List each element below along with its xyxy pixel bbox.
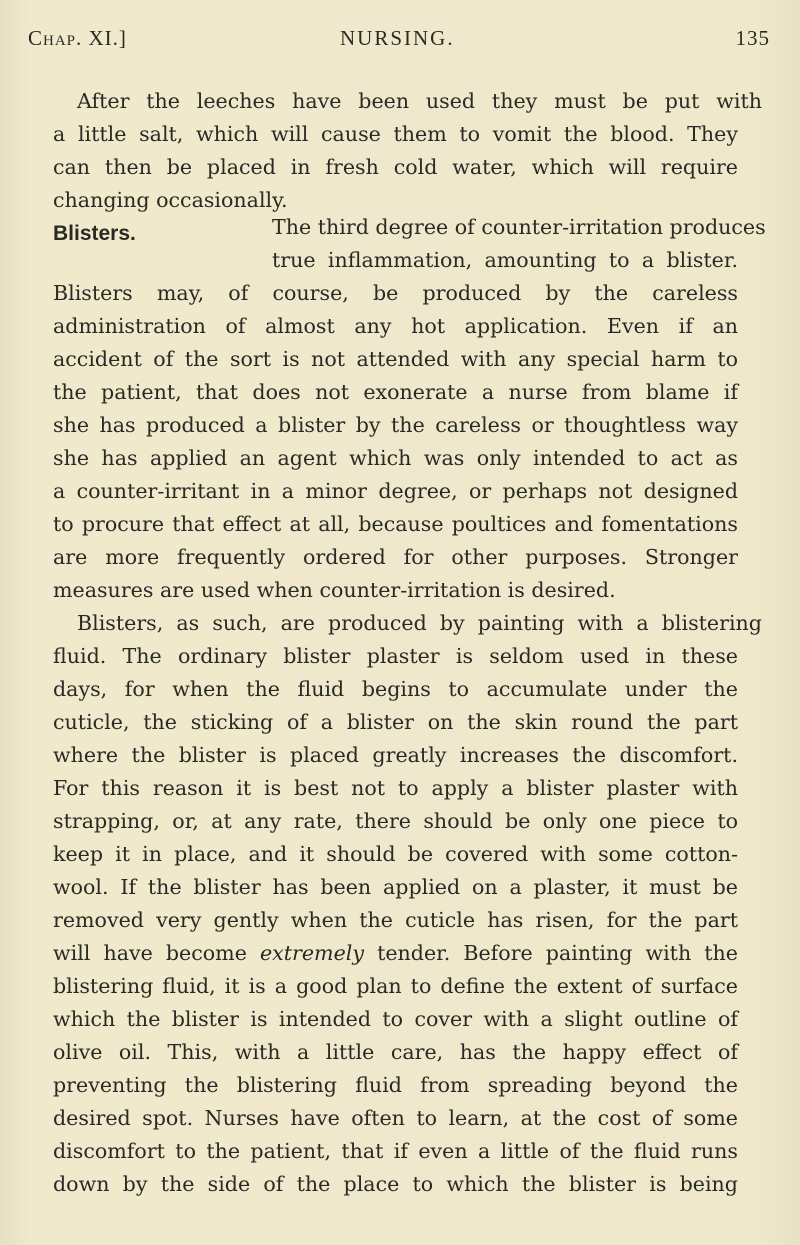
text-line: removed very gently when the cuticle has risen, for the part (53, 908, 738, 932)
text-line: Blisters may, of course, be produced by the careless (53, 281, 738, 305)
text-line-mixed (53, 938, 738, 969)
text-line: changing occasionally. (53, 188, 288, 212)
chapter-label: Chap. XI.] (28, 26, 127, 50)
emphasis-text: extremely (259, 941, 364, 965)
running-header (0, 26, 800, 66)
text-line: can then be placed in fresh cold water, which will require (53, 155, 738, 179)
text-line: desired spot. Nurses have often to learn, at the cost of some (53, 1106, 738, 1130)
text-line: fluid. The ordinary blister plaster is seldom used in these (53, 644, 738, 668)
text-run: tender. Before painting with the (377, 941, 738, 965)
page-number: 135 (735, 26, 770, 50)
text-line: days, for when the fluid begins to accumulate under the (53, 677, 738, 701)
text-line: accident of the sort is not attended with any special harm to (53, 347, 738, 371)
text-line: For this reason it is best not to apply a blister plaster with (53, 776, 738, 800)
text-line: the patient, that does not exonerate a nurse from blame if (53, 380, 738, 404)
text-line: After the leeches have been used they must be put with (77, 89, 762, 113)
text-line: she has produced a blister by the careless or thoughtless way (53, 413, 738, 437)
text-line: true inflammation, amounting to a blister. (272, 248, 738, 272)
text-line: she has applied an agent which was only intended to act as (53, 446, 738, 470)
text-line: which the blister is intended to cover with a slight outline of (53, 1007, 738, 1031)
text-line: preventing the blistering fluid from spreading beyond the (53, 1073, 738, 1097)
side-heading: Blisters. (53, 222, 136, 245)
text-line: measures are used when counter-irritation is desired. (53, 578, 616, 602)
running-title: NURSING. (340, 26, 455, 50)
text-line: blistering fluid, it is a good plan to define the extent of surface (53, 974, 738, 998)
text-line: wool. If the blister has been applied on a plaster, it must be (53, 875, 738, 899)
text-line: keep it in place, and it should be covered with some cotton- (53, 842, 738, 866)
text-line: down by the side of the place to which the blister is being (53, 1172, 738, 1196)
text-line: The third degree of counter-irritation produces (272, 215, 766, 239)
text-line: are more frequently ordered for other purposes. Stronger (53, 545, 738, 569)
text-line: discomfort to the patient, that if even a little of the fluid runs (53, 1139, 738, 1163)
text-line: Blisters, as such, are produced by painting with a blistering (77, 611, 762, 635)
text-line: cuticle, the sticking of a blister on the skin round the part (53, 710, 738, 734)
text-line: a counter-irritant in a minor degree, or perhaps not designed (53, 479, 738, 503)
text-line: to procure that effect at all, because poultices and fomentations (53, 512, 738, 536)
text-line: a little salt, which will cause them to vomit the blood. They (53, 122, 738, 146)
text-line: administration of almost any hot application. Even if an (53, 314, 738, 338)
text-line: strapping, or, at any rate, there should be only one piece to (53, 809, 738, 833)
text-run: will have become (53, 941, 247, 965)
text-line: where the blister is placed greatly increases the discomfort. (53, 743, 738, 767)
text-line: olive oil. This, with a little care, has the happy effect of (53, 1040, 738, 1064)
